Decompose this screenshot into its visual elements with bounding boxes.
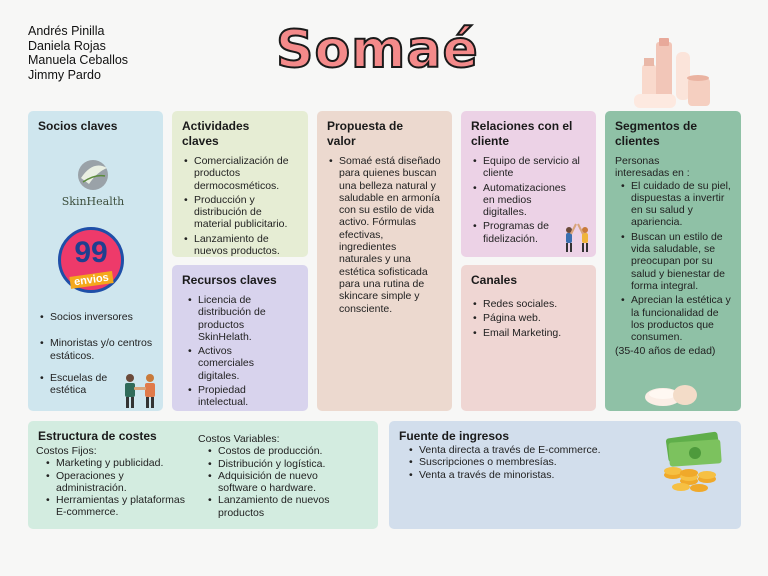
list-item: • Aprecian la estética y la funcionalidad de los productos que consumen. [619,294,731,343]
relaciones-cliente-block [461,111,596,257]
high-five-people-icon [561,221,593,253]
list-item: • Programas de fidelización. [471,220,551,245]
estructura-costes-block [28,421,378,529]
fuente-ingresos-block [389,421,741,529]
envios-99-logo [58,227,124,293]
list-item: • Lanzamiento de nuevos productos [206,494,346,519]
actividades-claves-title: Actividades claves [182,119,250,148]
segmentos-clientes-block [605,111,741,411]
cream-jar-icon [643,383,699,409]
list-item: • Operaciones y administración. [44,470,154,495]
list-item: • Distribución y logística. [206,458,368,470]
recursos-claves-title: Recursos claves [182,273,277,287]
list-item: • Marketing y publicidad. [44,457,206,469]
segmentos-clientes-title: Segmentos de clientes [615,119,698,148]
list-item: • Propiedad intelectual. [186,384,298,409]
list-item: • Email Marketing. [471,327,586,339]
costos-fijos-group [36,445,206,519]
list-item: • Venta directa a través de E-commerce. [407,444,731,456]
handshake-people-icon [120,373,160,409]
list-item: • Automatizaciones en medios digitalles. [471,182,571,219]
socios-claves-title: Socios claves [38,119,118,133]
segmentos-intro: Personas interesadas en : [615,155,690,180]
author-name: Manuela Ceballos [28,53,129,67]
list-item: • Adquisición de nuevo software o hardware. [206,470,336,495]
skinhealth-logo-text: SkinHealth [61,195,125,208]
propuesta-valor-block [317,111,452,411]
leaf-sphere-icon [75,158,111,192]
list-item: • Página web. [471,312,586,324]
brand-title: Somaé [276,20,479,80]
segmentos-age-range: (35-40 años de edad) [615,345,716,358]
list-item: • Costos de producción. [206,445,368,457]
list-item: • Activos comerciales digitales. [186,345,276,382]
socios-claves-block [28,111,163,411]
list-item: • Equipo de servicio al cliente [471,155,586,180]
list-item: • El cuidado de su piel, dispuestas a invertir en su salud y apariencia. [619,180,735,229]
money-coins-icon [659,431,725,493]
actividades-claves-block [172,111,308,257]
list-item: • Somaé está diseñado para quienes buscan una belleza natural y saludable en armonía con su estilo de vida activo. Fórmulas efectivas, ingredientes naturales y una estética sofisticada para una rutina de skincare simple y consciente. [327,155,442,315]
author-name: Jimmy Pardo [28,67,101,82]
costos-variables-label: Costos Variables: [198,433,280,445]
propuesta-valor-title: Propuesta de valor [327,119,404,148]
canales-block [461,265,596,411]
list-item: • Producción y distribución de material publicitario. [182,194,298,231]
skincare-products-icon [632,38,714,112]
author-name: Daniela Rojas [28,38,106,53]
author-name: Andrés Pinilla [28,24,105,38]
list-item: • Licencia de distribución de productos SkinHelath. [186,294,282,343]
list-item: • Socios inversores [38,311,156,323]
list-item: • Minoristas y/o centros estáticos. [38,337,156,362]
list-item: • Suscripciones o membresías. [407,456,731,468]
list-item: • Comercialización de productos dermocosméticos. [182,155,298,192]
canales-title: Canales [471,273,518,287]
costos-variables-group [198,433,368,519]
recursos-claves-block [172,265,308,411]
fuente-ingresos-title: Fuente de ingresos [399,429,510,443]
logo-99-text: 99 [74,236,108,269]
list-item: • Buscan un estilo de vida saludable, se preocupan por su salud y bienestar de forma integral. [619,231,731,292]
skinhealth-logo [58,158,128,218]
costos-fijos-label: Costos Fijos: [36,445,97,457]
relaciones-cliente-title: Relaciones con el cliente [471,119,573,148]
list-item: • Venta a través de minoristas. [407,469,731,481]
list-item: • Herramientas y plataformas E-commerce. [44,494,194,519]
author-list [28,24,128,82]
estructura-costes-title: Estructura de costes [38,429,157,443]
logo-envios-text: envios [69,271,113,289]
list-item: • Lanzamiento de nuevos productos. [182,233,298,257]
list-item: • Escuelas de estética [38,372,116,397]
list-item: • Redes sociales. [471,298,586,310]
